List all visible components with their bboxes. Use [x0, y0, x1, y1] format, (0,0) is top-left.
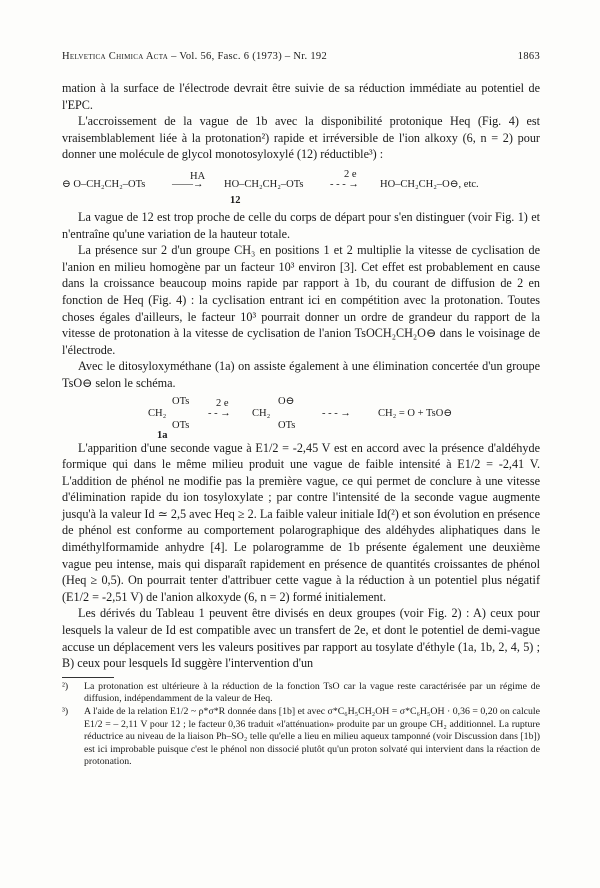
scheme2-intermediate-bottom: OTs	[278, 419, 296, 431]
footnote-mark: ²)	[62, 680, 69, 692]
scheme2-label: 1a	[157, 429, 168, 441]
footnote-3	[62, 706, 540, 769]
reaction-scheme-2	[62, 392, 540, 440]
paragraph: L'apparition d'une seconde vague à E1/2 = -2,45 V est en accord avec la présence d'aldéhyde formique qui dans le même milieu produit une vague de faible intensité à E1/2 = -2,41 V. L'addition de phénol ne modifie pas la première vague, ce qui permet de conclure à une vitesse d'élimination rapide du ion tosyloxylate ; par contre l'intensité de la seconde vague augmente jusqu'à la valeur Id ≃ 2,5 avec Heq ≥ 2. La faible valeur initiale Id(²) et son évolution en présence de phénol est conforme au comportement polarographique des aldéhydes aliphatiques dans le diméthylformamide anhydre [4]. Le polarogramme de 1b présente également une deuxième vague peu intense, mais qui disparaît rapidement en présence de quantités croissantes de phénol (Heq ≥ 0,5). On pourrait tenter d'attribuer cette vague à la réduction à un potentiel plus négatif (E1/2 = -2,51 V) de l'anion alkoxyde (6, n = 2) formé initialement.	[62, 440, 540, 604]
scheme1-reagent-2e: 2 e	[344, 168, 357, 180]
scheme2-arrow-2: - - - →	[322, 407, 351, 419]
paragraph: Les dérivés du Tableau 1 peuvent être divisés en deux groupes (voir Fig. 2) : A) ceux pour lesquels la valeur de Id est compatible avec un transfert de 2e, et dont le potentiel de demi-vague accuse un déplacement vers les valeurs positives par rapport au tosylate d'éthyle (1a, 1b, 2, 4, 5) ; B) ceux pour lesquels Id suggère l'intervention d'un	[62, 606, 540, 671]
scheme1-arrow-1: ——→	[172, 178, 204, 190]
journal-details: – Vol. 56, Fasc. 6 (1973) – Nr. 192	[171, 51, 328, 62]
footnote-text: La protonation est ultérieure à la réduction de la fonction TsO car la vague reste caractérisée par un régime de diffusion, indépendamment de la valeur de Heq.	[84, 680, 540, 705]
running-head	[62, 51, 540, 62]
scheme2-reactant-top: OTs	[172, 395, 190, 407]
paragraph: mation à la surface de l'électrode devrait être suivie de sa réduction immédiate au potentiel de l'EPC.	[62, 81, 540, 112]
scheme1-reagent-ha: HA	[190, 170, 206, 182]
scheme2-arrow-1: - - →	[208, 407, 231, 419]
journal-title: Helvetica Chimica Acta	[62, 51, 169, 62]
scheme2-intermediate-top: O⊖	[278, 395, 295, 407]
body-text	[62, 80, 540, 769]
scheme1-intermediate: HO–CH₂CH₂–OTs	[224, 178, 304, 190]
footnotes	[62, 681, 540, 769]
scheme1-label: 12	[230, 194, 241, 206]
scheme1-reactant: ⊖ O–CH₂CH₂–OTs	[62, 178, 146, 190]
paragraph: La présence sur 2 d'un groupe CH₃ en positions 1 et 2 multiplie la vitesse de cyclisation de l'anion en milieu homogène par un facteur 10³ environ [3]. Cet effet est probablement en cause dans la croissance beaucoup moins rapide par rapport à 1b, du courant de diffusion de 2 en fonction de Heq (Fig. 4) : la cyclisation entrant ici en compétition avec la protonation. Toutes choses égales d'ailleurs, le facteur 10³ pourrait donner un ordre de grandeur du rapport de la vitesse de protonation à la vitesse de cyclisation de l'anion TsOCH₂CH₂O⊖ dans le voisinage de l'électrode.	[62, 243, 540, 357]
scheme1-product: HO–CH₂CH₂–O⊖, etc.	[380, 178, 479, 190]
footnote-mark: ³)	[62, 706, 69, 717]
footnote-divider	[62, 677, 114, 678]
footnote-2	[62, 681, 540, 706]
paragraph: Avec le ditosyloxyméthane (1a) on assiste également à une élimination concertée d'un groupe TsO⊖ selon le schéma.	[62, 359, 540, 390]
paragraph: La vague de 12 est trop proche de celle du corps de départ pour s'en distinguer (voir Fig. 1) et n'entraîne qu'une variation de la hauteur totale.	[62, 209, 540, 241]
scheme2-reactant-core: CH₂	[148, 407, 167, 419]
scheme2-intermediate-core: CH₂	[252, 407, 271, 419]
scheme1-arrow-2: - - - →	[330, 178, 359, 190]
scheme2-reagent-2e: 2 e	[216, 397, 229, 409]
footnote-text: A l'aide de la relation E1/2 ~ ρ*σ*R donnée dans [1b] et avec σ*C₆H₅CH₂OH = σ*C₆H₅OH · 0,36 = 0,20 on calcule E1/2 = – 2,11 V pour 12 ; le facteur 0,36 traduit «l'atténuation» produite par un groupe CH₂ additionnel. La rupture réductrice au niveau de la liaison Ph–SO₂ telle qu'elle a lieu en milieu aqueux tamponné (voir Discussion dans [1b]) est ici improbable puisque c'est le phénol non dissocié plutôt qu'un proton solvaté qui intervient dans la réaction de protonation.	[84, 706, 540, 768]
paragraph: L'accroissement de la vague de 1b avec la disponibilité protonique Heq (Fig. 4) est vraisemblablement liée à la protonation²) rapide et irréversible de l'ion alkoxy (6, n = 2) pour donner une molécule de glycol monotosyloxylé (12) réductible³) :	[62, 114, 540, 162]
page-number: 1863	[517, 51, 540, 62]
reaction-scheme-1	[62, 163, 540, 209]
scheme2-reactant-bottom: OTs	[172, 419, 190, 431]
scheme2-product: CH₂ = O + TsO⊖	[378, 407, 453, 419]
